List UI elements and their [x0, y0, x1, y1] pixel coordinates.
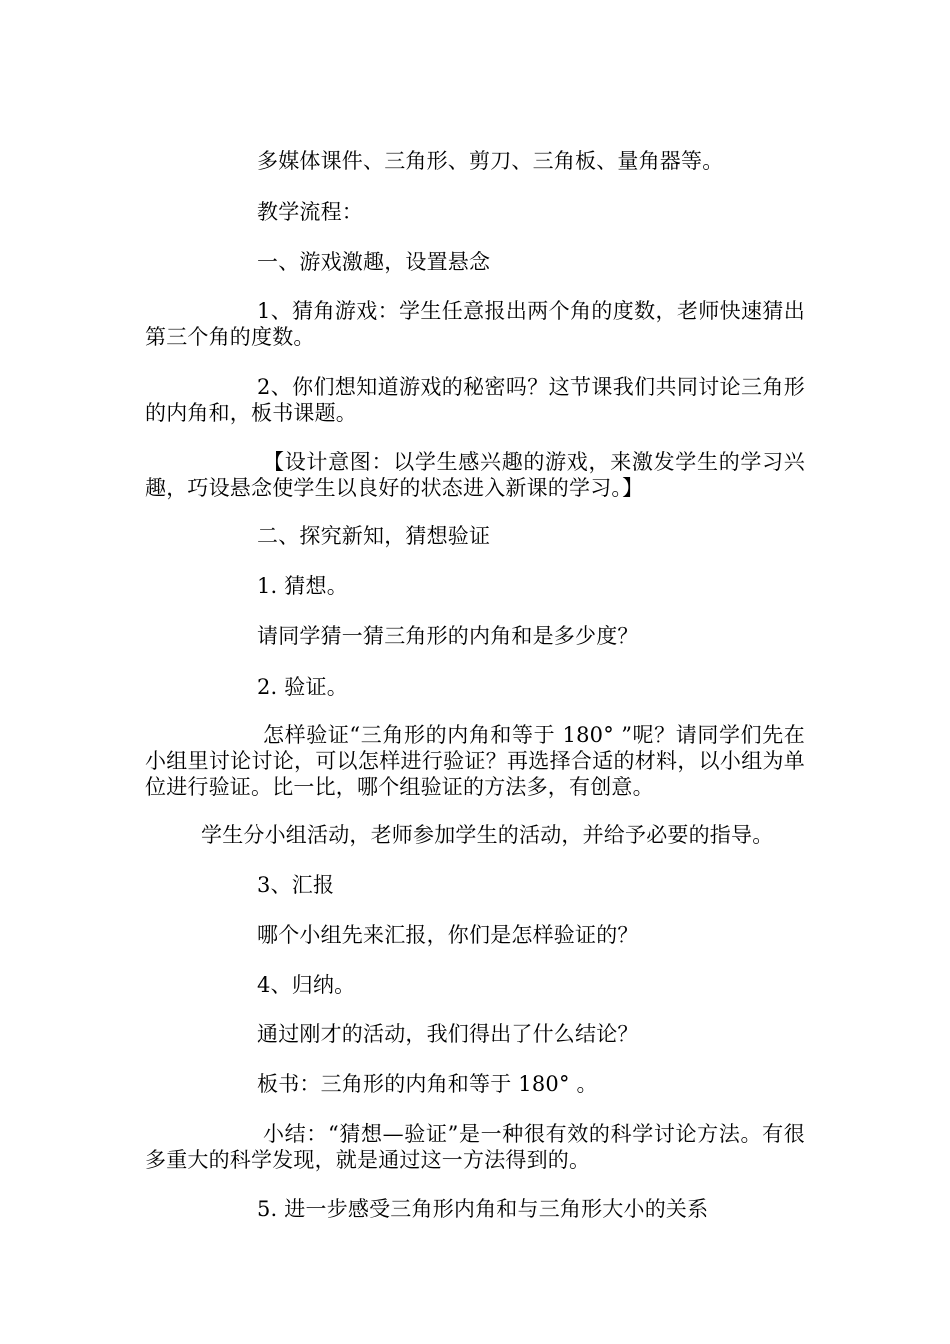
step-summarize: 4、归纳。: [257, 973, 356, 997]
paragraph-game-secret: 2、你们想知道游戏的秘密吗？这节课我们共同讨论三角形的内角和，板书课题。: [145, 375, 805, 425]
paragraph-group-activity: 学生分小组活动，老师参加学生的活动，并给予必要的指导。: [201, 823, 774, 847]
paragraph-conclusion-question: 通过刚才的活动，我们得出了什么结论？: [257, 1022, 639, 1046]
materials-line: 多媒体课件、三角形、剪刀、三角板、量角器等。: [257, 149, 724, 173]
section-two-heading: 二、探究新知，猜想验证: [257, 524, 491, 548]
paragraph-design-intent: 【设计意图：以学生感兴趣的游戏，来激发学生的学习兴趣，巧设悬念使学生以良好的状态进入新课的学习。】: [145, 450, 805, 500]
paragraph-guess-question: 请同学猜一猜三角形的内角和是多少度？: [257, 624, 639, 648]
section-one-heading: 一、游戏激趣，设置悬念: [257, 250, 491, 274]
paragraph-report-question: 哪个小组先来汇报，你们是怎样验证的？: [257, 923, 639, 947]
paragraph-summary: 小结：“猜想—验证”是一种很有效的科学讨论方法。有很多重大的科学发现，就是通过这一方法得到的。: [145, 1122, 805, 1172]
paragraph-verify-instructions: 怎样验证“三角形的内角和等于 180° ”呢？请同学们先在小组里讨论讨论，可以怎样进行验证？再选择合适的材料，以小组为单位进行验证。比一比，哪个组验证的方法多，有创意。: [145, 723, 805, 799]
step-further-explore: 5. 进一步感受三角形内角和与三角形大小的关系: [257, 1197, 709, 1221]
step-guess: 1. 猜想。: [257, 574, 348, 598]
teaching-process-heading: 教学流程：: [257, 200, 363, 224]
paragraph-guess-game: 1、猜角游戏：学生任意报出两个角的度数，老师快速猜出第三个角的度数。: [145, 299, 805, 349]
paragraph-board-writing: 板书：三角形的内角和等于 180° 。: [257, 1072, 598, 1096]
step-verify: 2. 验证。: [257, 675, 348, 699]
step-report: 3、汇报: [257, 873, 335, 897]
